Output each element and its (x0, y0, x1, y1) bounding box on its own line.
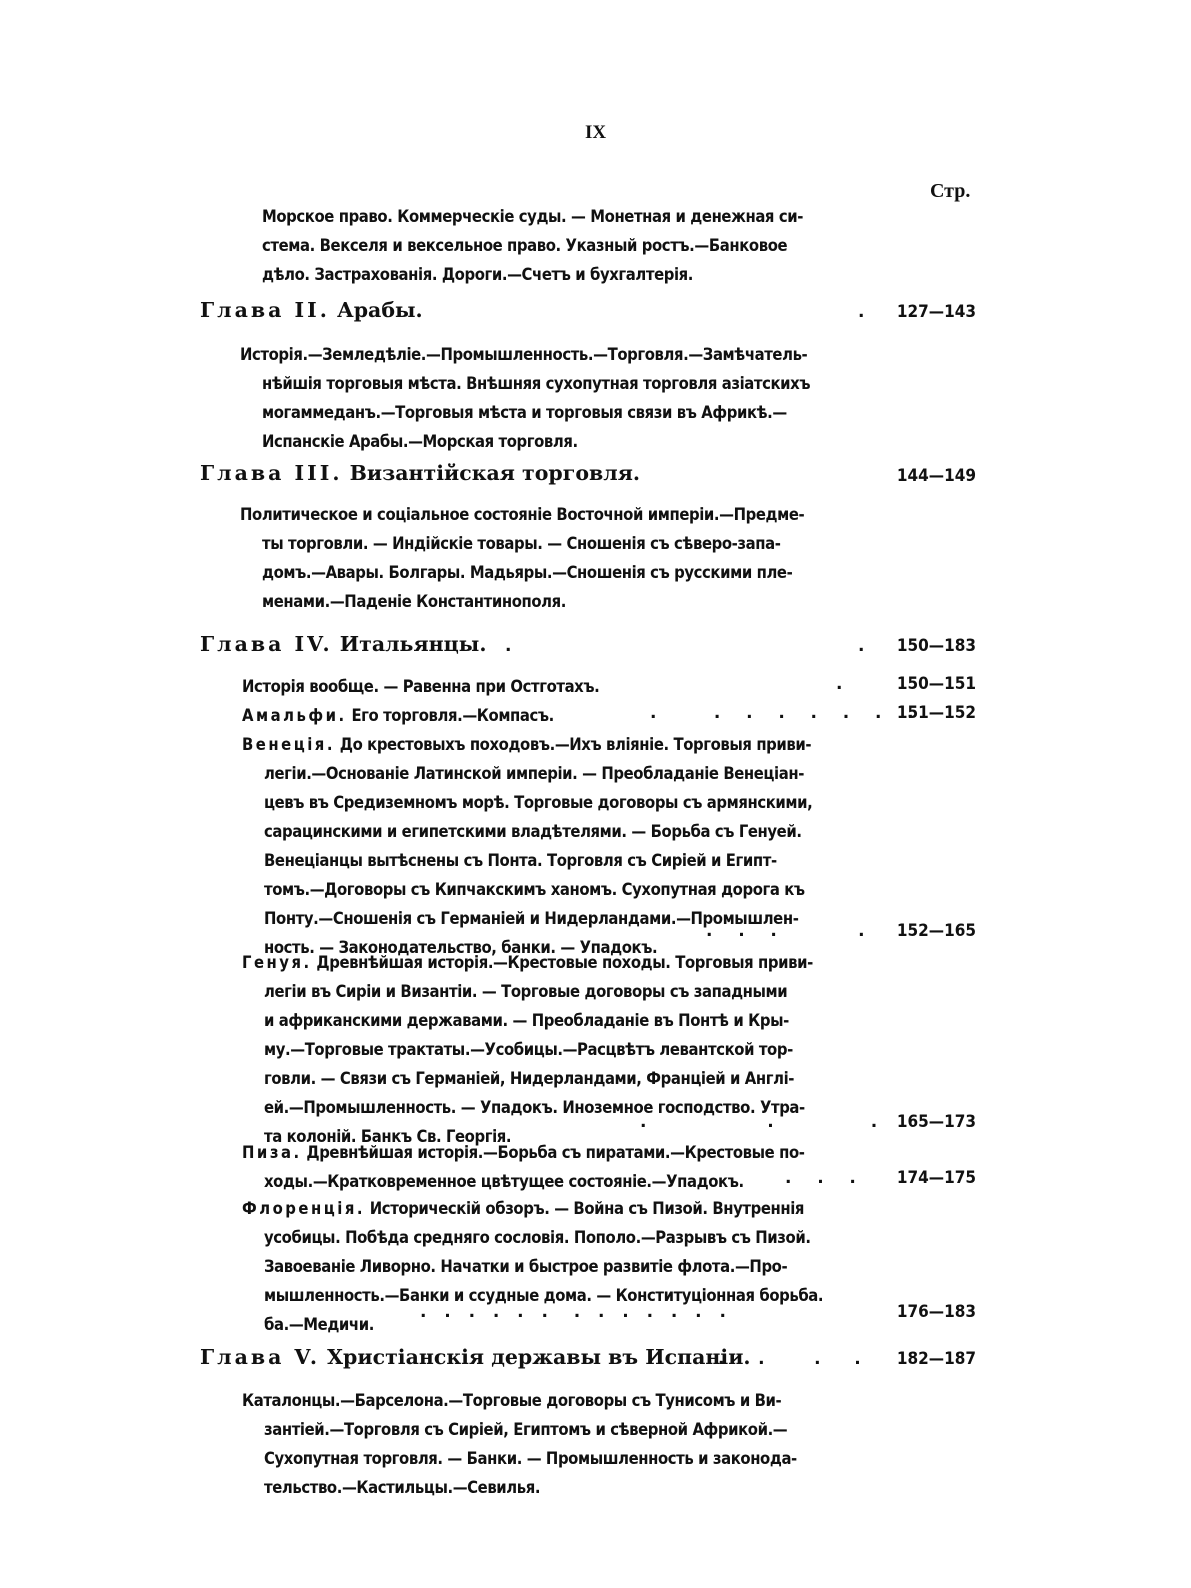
chapter-5-title: Христіанскія державы въ Испаніи. (327, 1345, 751, 1369)
summary-line: Политическое и соціальное состояніе Восточной имперіи.—Предме- (240, 505, 805, 524)
summary-line: Завоеваніе Ливорно. Начатки и быстрое развитіе флота.—Про- (264, 1257, 788, 1276)
summary-line: легіи.—Основаніе Латинской имперіи. — Преобладаніе Венеціан- (264, 764, 804, 783)
summary-line: Каталонцы.—Барселона.—Торговые договоры съ Тунисомъ и Ви- (242, 1391, 782, 1410)
summary-line: цевъ въ Средиземномъ морѣ. Торговые договоры съ армянскими, (264, 793, 813, 812)
italy-history-text: Исторія вообще. — Равенна при Остготахъ. (242, 677, 600, 696)
pisa-entry (242, 1138, 805, 1196)
chapter-5-pages: 182—187 (896, 1349, 976, 1369)
chapter-3-pages: 144—149 (896, 466, 976, 486)
leader-dots: . . . . . . . . (650, 703, 916, 723)
chapter-3-heading (200, 461, 640, 485)
chapter-2-title: Арабы. (337, 298, 423, 322)
summary-line: Венеціанцы вытѣснены съ Понта. Торговля съ Сиріей и Египт- (264, 851, 777, 870)
leader-dots: . (858, 636, 867, 656)
leader-dots: . . . (640, 1112, 880, 1132)
chapter-2-label: Глава II. (200, 298, 330, 322)
chapter-3-summary (240, 500, 804, 616)
chapter-2-summary (240, 340, 810, 456)
summary-line: Древнѣйшая исторія.—Крестовые походы. Торговыя приви- (316, 953, 813, 972)
summary-line: мышленность.—Банки и ссудные дома. — Конституціонная борьба. (264, 1286, 824, 1305)
summary-line: усобицы. Побѣда средняго сословія. Пополо.—Разрывъ съ Пизой. (264, 1228, 811, 1247)
summary-line: сарацинскими и египетскими владѣтелями. — Борьба съ Генуей. (264, 822, 802, 841)
summary-line: нѣйшія торговыя мѣста. Внѣшняя сухопутная торговля азіатскихъ (262, 374, 811, 393)
intro-line: Морское право. Коммерческіе суды. — Монетная и денежная си- (262, 207, 803, 226)
summary-line: Понту.—Сношенія съ Германіей и Нидерландами.—Промышлен- (264, 909, 799, 928)
summary-line: Сухопутная торговля. — Банки. — Промышленность и законода- (264, 1449, 797, 1468)
intro-line: стема. Векселя и вексельное право. Указный ростъ.—Банковое (262, 236, 788, 255)
leader-dots: . (858, 302, 867, 322)
summary-line: и африканскими державами. — Преобладаніе въ Понтѣ и Кры- (264, 1011, 789, 1030)
summary-line: тельство.—Кастильцы.—Севилья. (264, 1478, 541, 1497)
chapter-4-title: Итальянцы. (339, 632, 487, 656)
summary-line: До крестовыхъ походовъ.—Ихъ вліяніе. Торговыя приви- (339, 735, 812, 754)
chapter-2-heading (200, 298, 423, 322)
intro-line: дѣло. Застрахованія. Дороги.—Счетъ и бухгалтерія. (262, 265, 694, 284)
venice-pages: 152—165 (896, 921, 976, 941)
summary-line: говли. — Связи съ Германіей, Нидерландами, Франціей и Англі- (264, 1069, 795, 1088)
leader-dots: . . . . (706, 921, 867, 941)
summary-line: могаммеданъ.—Торговыя мѣста и торговыя связи въ Африкѣ.— (262, 403, 787, 422)
summary-line: ность. — Законодательство, банки. — Упадокъ. (264, 938, 658, 957)
summary-line: легіи въ Сиріи и Византіи. — Торговые договоры съ западными (264, 982, 788, 1001)
summary-line: Древнѣйшая исторія.—Борьба съ пиратами.—Крестовые по- (306, 1143, 805, 1162)
amalfi-entry (242, 701, 554, 730)
amalfi-text: Его торговля.—Компасъ. (351, 706, 554, 725)
genoa-pages: 165—173 (896, 1112, 976, 1132)
intro-block (262, 202, 803, 289)
chapter-2-pages: 127—143 (896, 302, 976, 322)
summary-line: Исторія.—Земледѣліе.—Промышленность.—Торговля.—Замѣчатель- (240, 345, 808, 364)
summary-line: томъ.—Договоры съ Кипчакскимъ ханомъ. Сухопутная дорога къ (264, 880, 805, 899)
summary-line: ей.—Промышленность. — Упадокъ. Иноземное господство. Утра- (264, 1098, 805, 1117)
italy-history-entry (242, 672, 599, 701)
amalfi-pages: 151—152 (896, 703, 976, 723)
florence-pages: 176—183 (896, 1302, 976, 1322)
chapter-3-title: Византійская торговля. (349, 461, 640, 485)
leader-dots: . . . . . . . . . . . . . (420, 1302, 728, 1322)
summary-line: Испанскіе Арабы.—Морская торговля. (262, 432, 578, 451)
leader-dots: . . . (785, 1168, 858, 1188)
pages-column-header: Стр. (930, 180, 971, 202)
pisa-name: Пиза. (242, 1143, 302, 1162)
summary-line: та колоній. Банкъ Св. Георгія. (264, 1127, 512, 1146)
pisa-pages: 174—175 (896, 1168, 976, 1188)
summary-line: менами.—Паденіе Константинополя. (262, 592, 566, 611)
summary-line: домъ.—Авары. Болгары. Мадьяры.—Сношенія съ русскими пле- (262, 563, 793, 582)
summary-line: ходы.—Кратковременное цвѣтущее состояніе.—Упадокъ. (264, 1172, 744, 1191)
amalfi-name: Амальфи. (242, 706, 347, 725)
summary-line: зантіей.—Торговля съ Сиріей, Египтомъ и сѣверной Африкой.— (264, 1420, 788, 1439)
florence-name: Флоренція. (242, 1199, 366, 1218)
chapter-5-summary (242, 1386, 797, 1502)
italy-history-pages: 150—151 (896, 674, 976, 694)
page-number: IX (584, 122, 607, 143)
venice-name: Венеція. (242, 735, 335, 754)
chapter-5-heading (200, 1345, 751, 1369)
chapter-4-label: Глава IV. (200, 632, 333, 656)
chapter-4-pages: 150—183 (896, 636, 976, 656)
summary-line: ты торговли. — Индійскіе товары. — Сношенія съ сѣверо-запа- (262, 534, 781, 553)
summary-line: ба.—Медичи. (264, 1315, 374, 1334)
summary-line: Историческій обзоръ. — Война съ Пизой. Внутреннія (369, 1199, 805, 1218)
chapter-5-label: Глава V. (200, 1345, 321, 1369)
summary-line: му.—Торговые трактаты.—Усобицы.—Расцвѣтъ левантской тор- (264, 1040, 793, 1059)
leader-dots: . (836, 674, 845, 694)
genoa-name: Генуя. (242, 953, 312, 972)
chapter-3-label: Глава III. (200, 461, 343, 485)
chapter-4-heading (200, 632, 486, 656)
leader-dots: . (505, 636, 514, 656)
leader-dots: . . . . (718, 1349, 863, 1369)
